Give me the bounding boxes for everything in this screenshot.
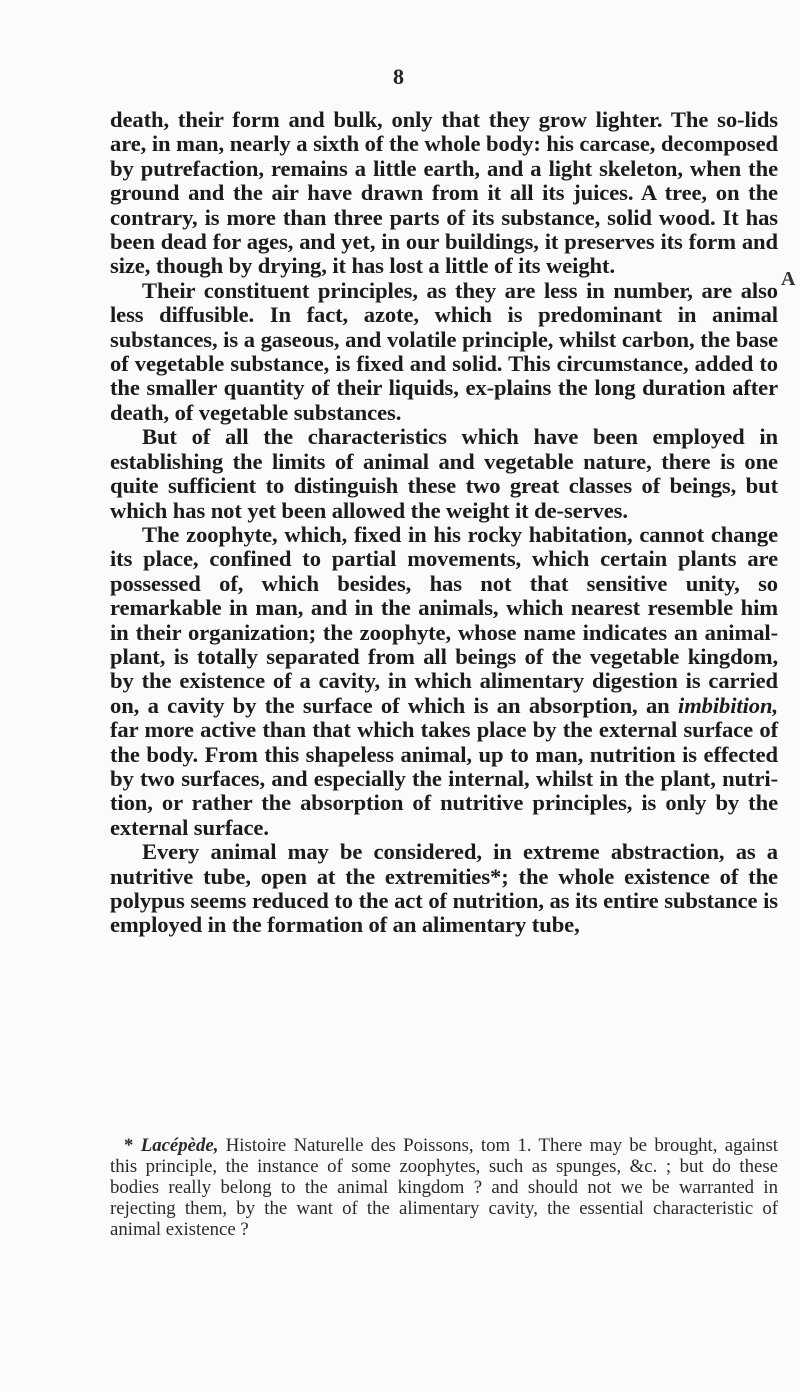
paragraph-3: But of all the characteristics which have been employed in establishing the limits of animal and vegetable nature, there is one quite sufficient to distinguish these two great classes of beings, but which has not yet been allowed the weight it de-serves. — [110, 424, 778, 523]
body-text — [110, 108, 778, 938]
footnote-author: Lacépède, — [140, 1135, 219, 1156]
paragraph-4-part-2: far more active than that which takes place by the external surface of the body. From this shapeless animal, up to man, nutrition is effected by two surfaces, and especially the internal, whilst in the plant, nutri-tion, or rather the absorption of nutritive principles, is only by the external surface. — [110, 717, 778, 840]
paragraph-4-part-1: The zoophyte, which, fixed in his rocky habitation, cannot change its place, confined to partial movements, which certain plants are possessed of, which besides, has not that sensitive unity, so remarkable in man, and in the animals, which nearest resemble him in their organization; the zoophyte, whose name indicates an animal-plant, is totally separated from all beings of the vegetable kingdom, by the existence of a cavity, in which alimentary digestion is carried on, a cavity by the surface of which is an absorption, an — [110, 521, 778, 718]
paragraph-5: Every animal may be considered, in extreme abstraction, as a nutritive tube, open at the extremities*; the whole existence of the polypus seems reduced to the act of nutrition, as its entire substance is employed in the formation of an alimentary tube, — [110, 839, 778, 938]
footnote — [110, 1135, 778, 1240]
paragraph-2: Their constituent principles, as they are less in number, are also less diffusible. In fact, azote, which is predominant in animal substances, is a gaseous, and volatile principle, whilst carbon, the base of vegetable substance, is fixed and solid. This circumstance, added to the smaller quantity of their liquids, ex-plains the long duration after death, of vegetable substances. — [110, 277, 778, 425]
emphasis-imbibition: imbibition, — [678, 692, 778, 718]
footnote-text: Histoire Naturelle des Poissons, tom 1. There may be brought, against this principle, the instance of some zoophytes, such as spunges, &c. ; but do these bodies really belong to the animal kingdom ? and should not we be warranted in rejecting them, by the want of the alimentary cavity, the essential characteristic of animal existence ? — [110, 1135, 778, 1240]
footnote-paragraph — [110, 1135, 778, 1240]
footnote-marker: * — [124, 1135, 134, 1156]
margin-mark: A — [781, 268, 796, 290]
paragraph-4 — [110, 523, 778, 840]
page-number: 8 — [393, 64, 404, 89]
paragraph-1: death, their form and bulk, only that they grow lighter. The so-lids are, in man, nearly a sixth of the whole body: his carcase, decomposed by putrefaction, remains a little earth, and a light skeleton, when the ground and the air have drawn from it all its juices. A tree, on the contrary, is more than three parts of its substance, solid wood. It has been dead for ages, and yet, in our buildings, it preserves its form and size, though by drying, it has lost a little of its weight. — [110, 107, 778, 279]
